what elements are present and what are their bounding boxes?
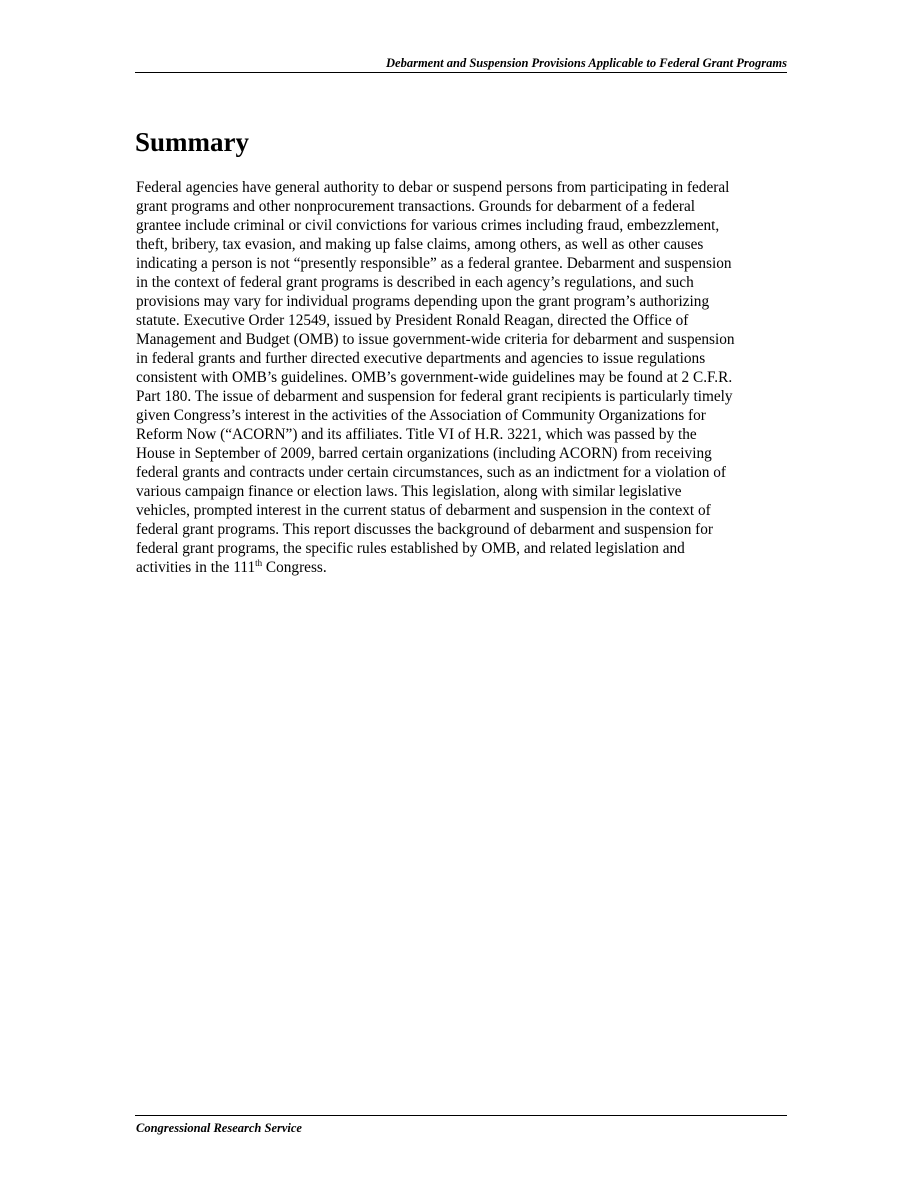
summary-line: theft, bribery, tax evasion, and making up false claims, among others, as well as other causes bbox=[136, 236, 704, 253]
summary-last-line bbox=[136, 558, 788, 577]
summary-line: Reform Now (“ACORN”) and its affiliates. Title VI of H.R. 3221, which was passed by the bbox=[136, 426, 697, 443]
summary-line: grantee include criminal or civil convictions for various crimes including fraud, embezzlement, bbox=[136, 217, 720, 234]
running-header-title: Debarment and Suspension Provisions Applicable to Federal Grant Programs bbox=[386, 56, 787, 70]
summary-heading: Summary bbox=[135, 127, 249, 157]
summary-line: grant programs and other nonprocurement transactions. Grounds for debarment of a federal bbox=[136, 198, 695, 215]
summary-line: federal grants and contracts under certain circumstances, such as an indictment for a violation of bbox=[136, 464, 726, 481]
summary-line: Management and Budget (OMB) to issue government-wide criteria for debarment and suspension bbox=[136, 331, 735, 348]
summary-last-line-start: activities in the 111 bbox=[136, 559, 256, 576]
summary-last-line-end: Congress. bbox=[262, 559, 327, 576]
summary-line: consistent with OMB’s guidelines. OMB’s government-wide guidelines may be found at 2 C.F.R. bbox=[136, 369, 733, 386]
summary-line: Federal agencies have general authority to debar or suspend persons from participating in federal bbox=[136, 179, 730, 196]
summary-line: Part 180. The issue of debarment and suspension for federal grant recipients is particularly timely bbox=[136, 388, 733, 405]
summary-line: in federal grants and further directed executive departments and agencies to issue regulations bbox=[136, 350, 706, 367]
header-rule bbox=[135, 72, 787, 73]
summary-line: House in September of 2009, barred certain organizations (including ACORN) from receiving bbox=[136, 445, 712, 462]
summary-line: in the context of federal grant programs is described in each agency’s regulations, and such bbox=[136, 274, 694, 291]
summary-line: indicating a person is not “presently responsible” as a federal grantee. Debarment and suspension bbox=[136, 255, 732, 272]
summary-paragraph bbox=[136, 178, 788, 577]
summary-line: federal grant programs. This report discusses the background of debarment and suspension for bbox=[136, 521, 714, 538]
summary-line: given Congress’s interest in the activities of the Association of Community Organizations for bbox=[136, 407, 706, 424]
summary-line: federal grant programs, the specific rules established by OMB, and related legislation and bbox=[136, 540, 685, 557]
footer-rule bbox=[135, 1115, 787, 1116]
summary-line: various campaign finance or election laws. This legislation, along with similar legislative bbox=[136, 483, 682, 500]
ordinal-superscript: th bbox=[255, 558, 263, 568]
summary-line: statute. Executive Order 12549, issued by President Ronald Reagan, directed the Office of bbox=[136, 312, 689, 329]
summary-line: vehicles, prompted interest in the current status of debarment and suspension in the context of bbox=[136, 502, 711, 519]
summary-line: provisions may vary for individual programs depending upon the grant program’s authorizing bbox=[136, 293, 710, 310]
running-footer-organization: Congressional Research Service bbox=[136, 1121, 302, 1135]
